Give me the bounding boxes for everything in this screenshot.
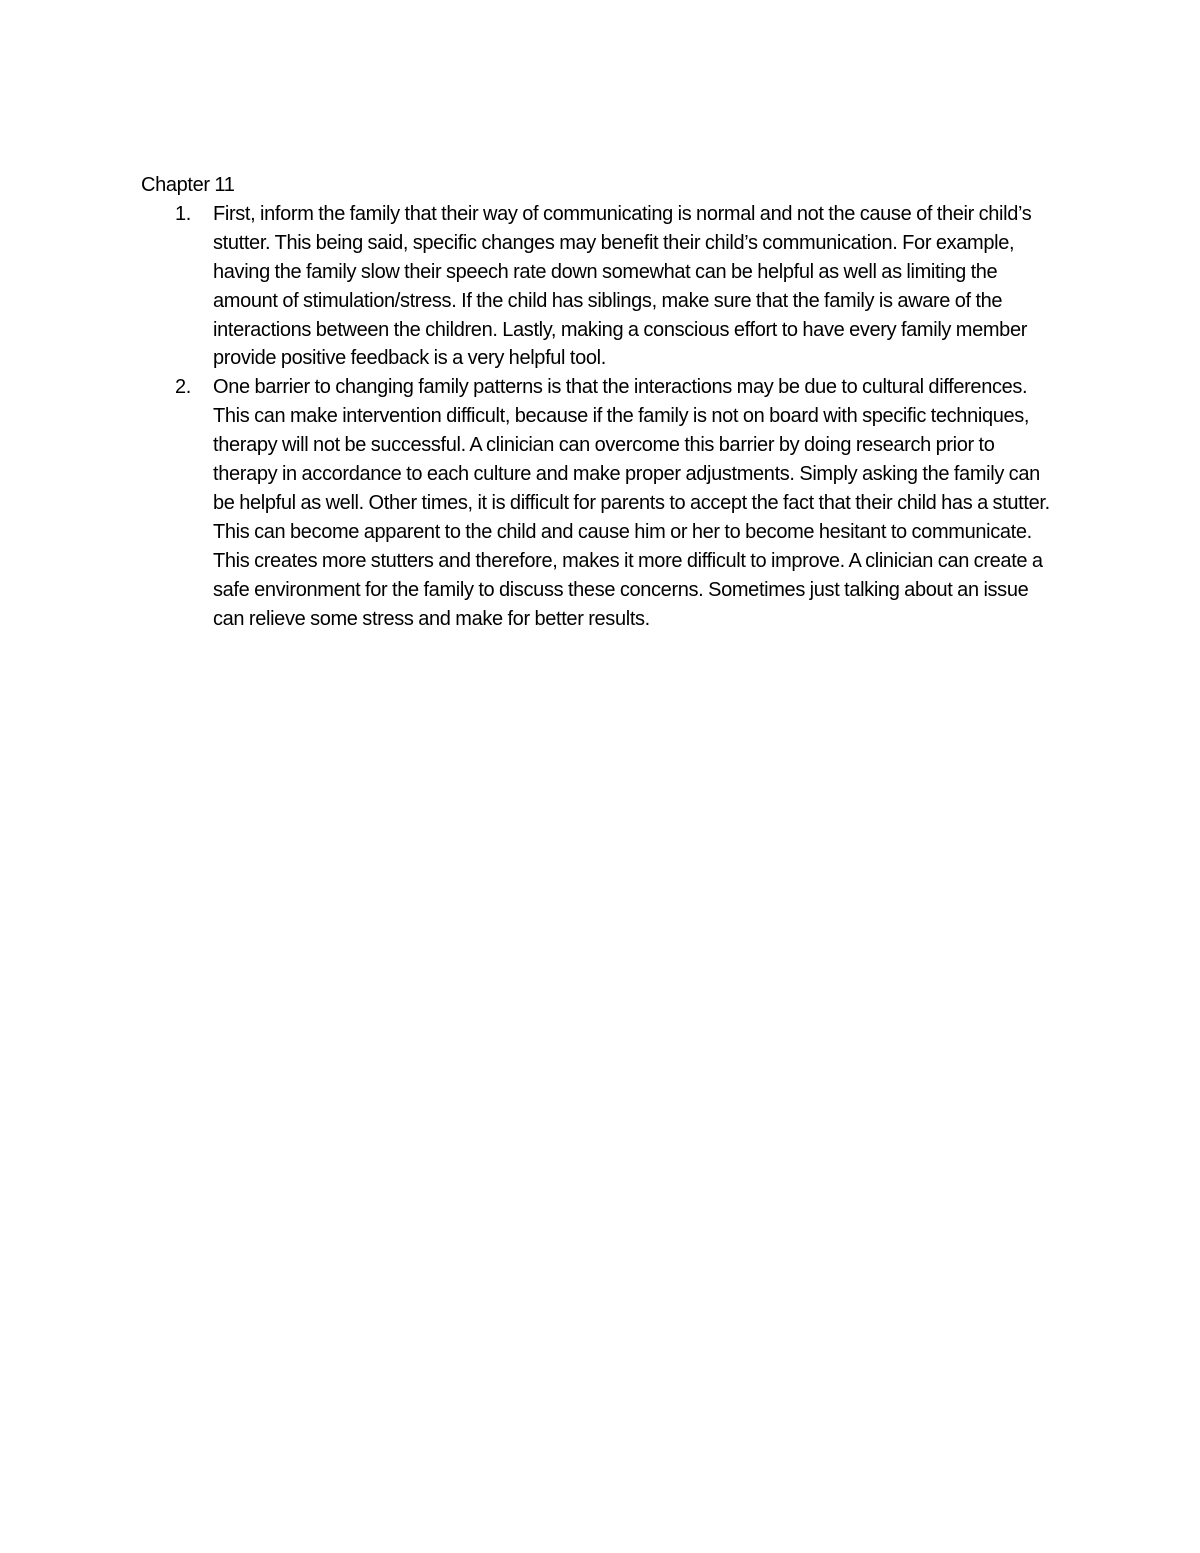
list-item (141, 200, 1061, 373)
list-item-number: 1. (175, 202, 191, 225)
chapter-heading: Chapter 11 (141, 174, 235, 196)
list-item-number: 2. (175, 376, 191, 399)
list-item-text: First, inform the family that their way of communicating is normal and not the cause of their child’s stutter. This being said, specific changes may benefit their child’s communication. For example, having the family slow their speech rate down somewhat can be helpful as well as limiting the amount of stimulation/stress. If the child has siblings, make sure that the family is aware of the interactions between the children. Lastly, making a conscious effort to have every family member provide positive feedback is a very helpful tool. (213, 202, 1032, 370)
document-body (141, 171, 1061, 634)
answer-list (141, 200, 1061, 634)
list-item-text: One barrier to changing family patterns is that the interactions may be due to cultural differences. This can make intervention difficult, because if the family is not on board with specific techniques, therapy will not be successful. A clinician can overcome this barrier by doing research prior to therapy in accordance to each culture and make proper adjustments. Simply asking the family can be helpful as well. Other times, it is difficult for parents to accept the fact that their child has a stutter. This can become apparent to the child and cause him or her to become hesitant to communicate. This creates more stutters and therefore, makes it more difficult to improve. A clinician can create a safe environment for the family to discuss these concerns. Sometimes just talking about an issue can relieve some stress and make for better results. (213, 376, 1050, 630)
list-item (141, 373, 1061, 633)
